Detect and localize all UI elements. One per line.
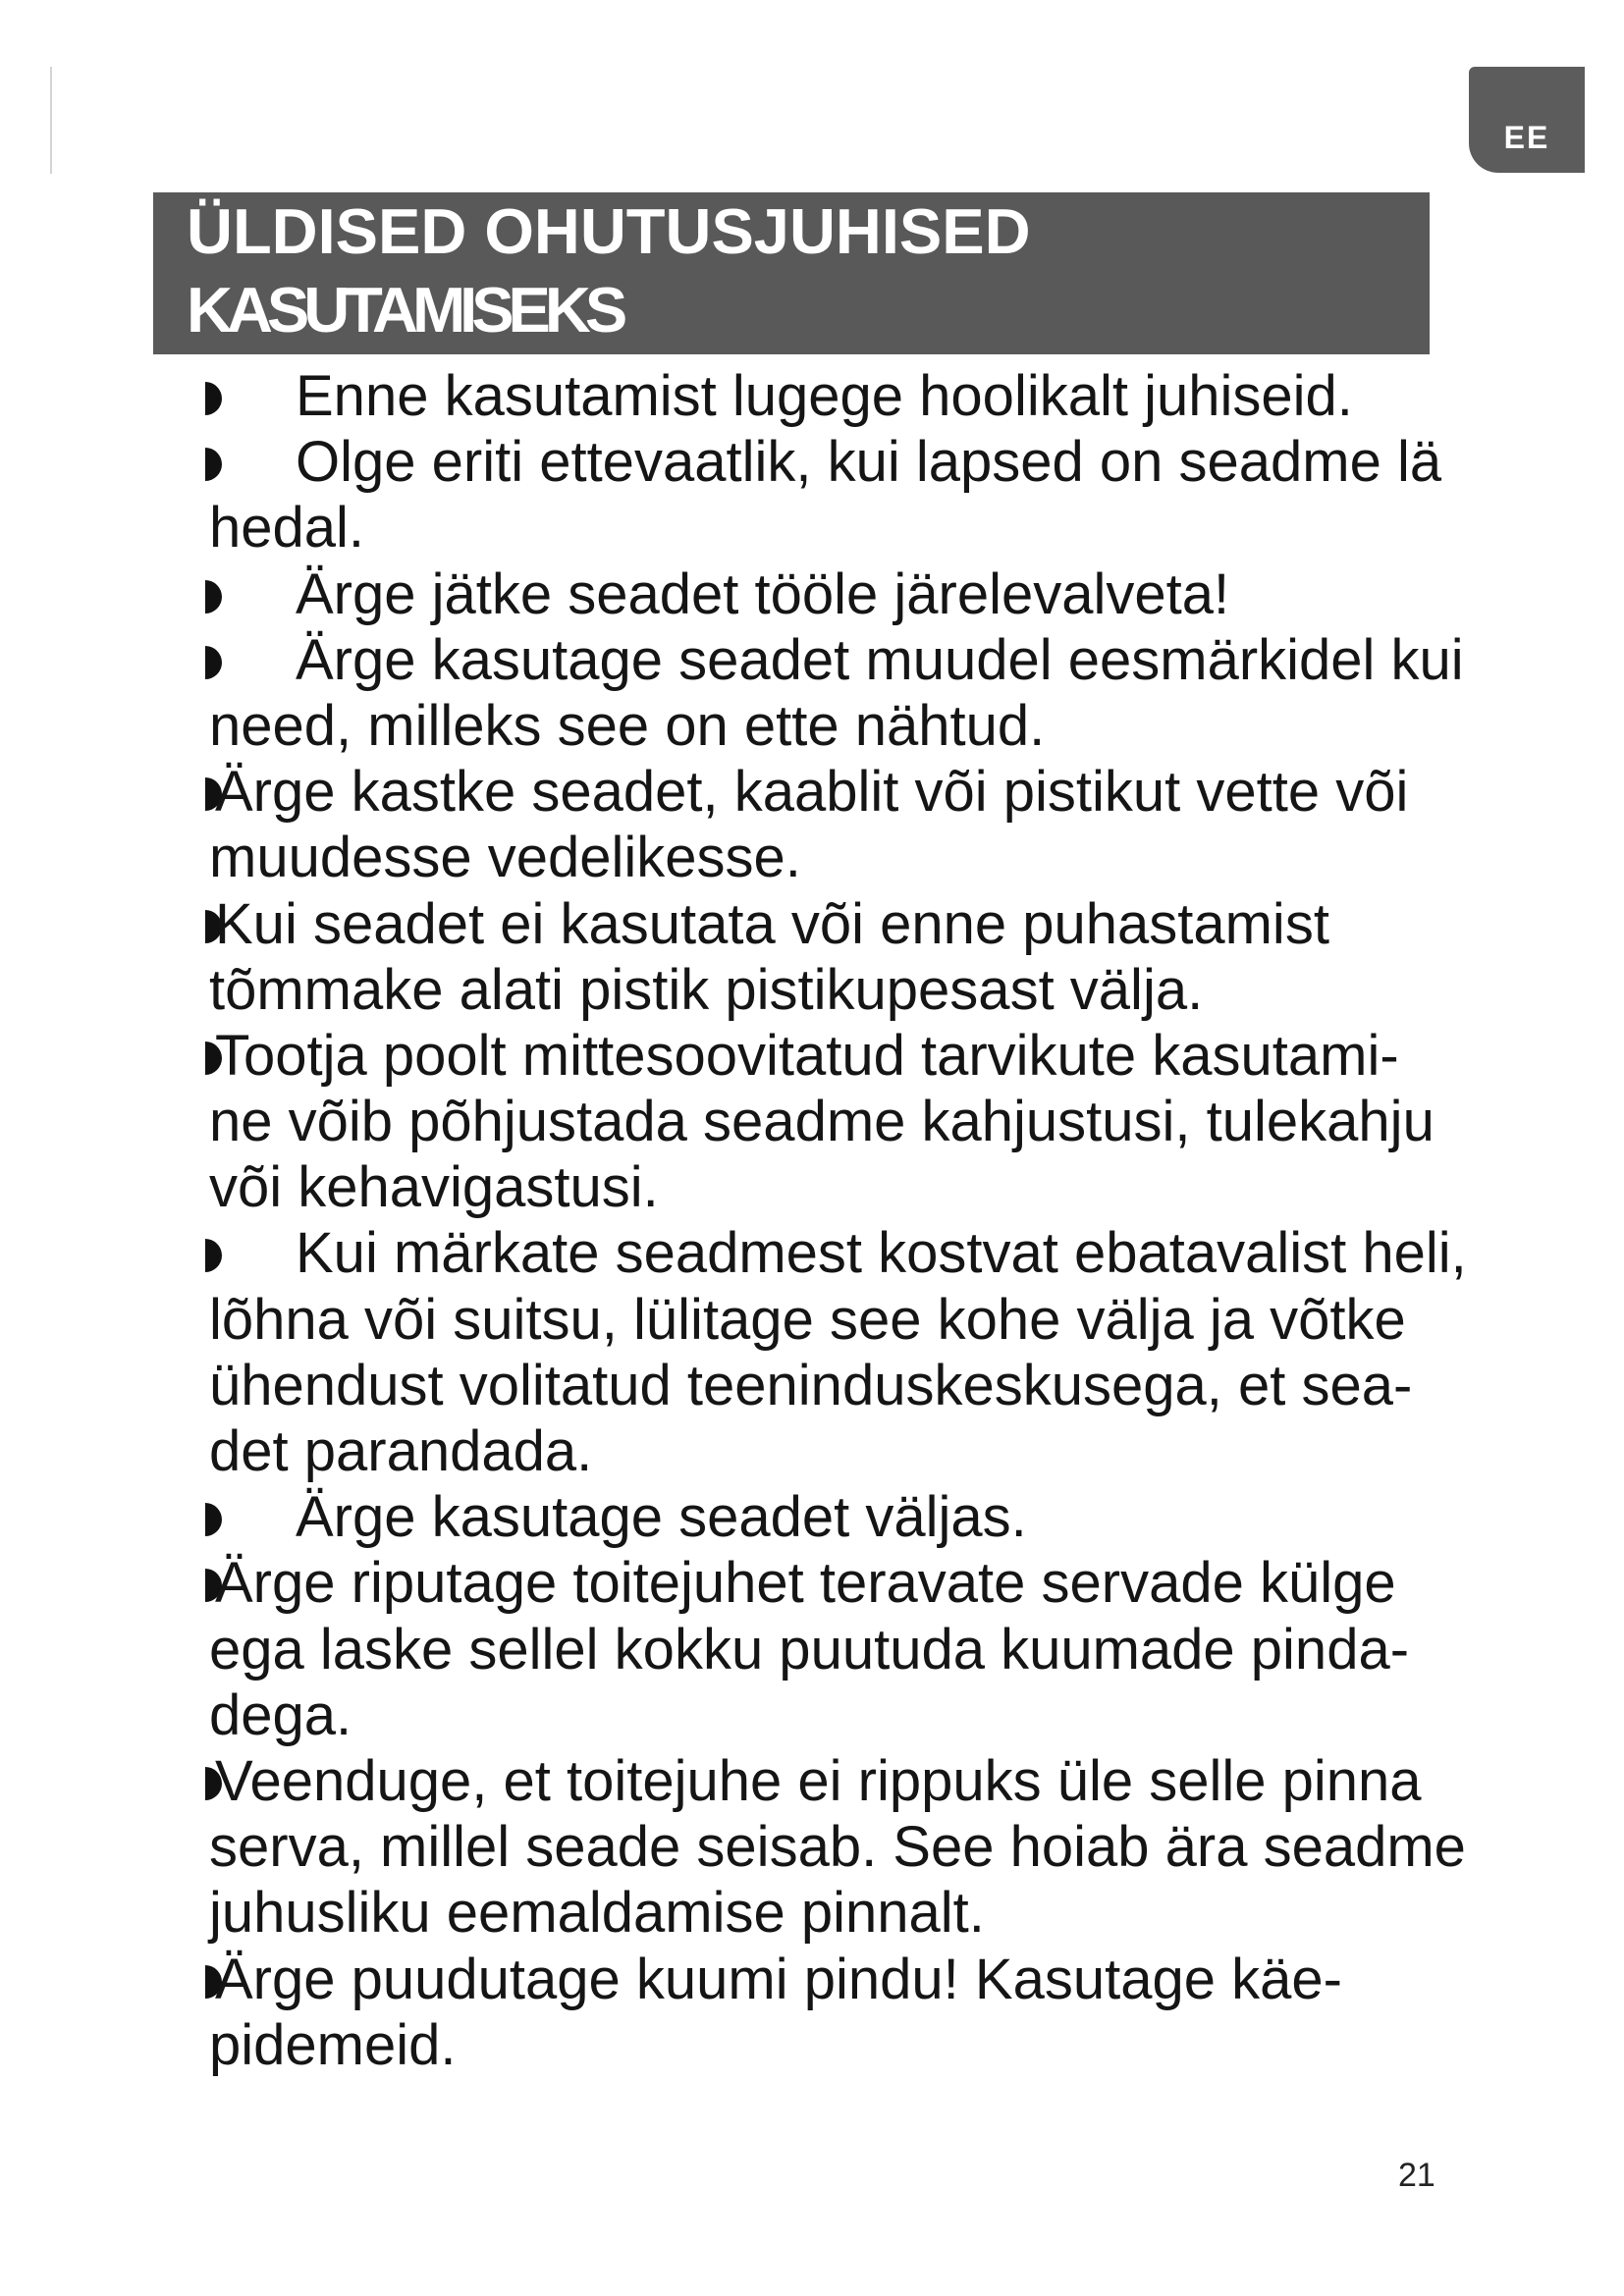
list-item-line: Ärge jätke seadet tööle järelevalveta! — [296, 561, 1230, 626]
language-tab — [1469, 67, 1585, 173]
section-header — [153, 192, 1430, 354]
page-number: 21 — [1398, 2157, 1435, 2194]
list-item-line: Kui seadet ei kasutata või enne puhastamist — [215, 891, 1329, 956]
list-item-line: Tootja poolt mittesoovitatud tarvikute kasutami- — [215, 1023, 1399, 1088]
list-item — [209, 759, 1564, 890]
list-item — [209, 363, 1564, 429]
list-item-line: juhusliku eemaldamise pinnalt. — [209, 1881, 985, 1946]
list-item-line: või kehavigastusi. — [209, 1155, 659, 1220]
safety-instructions-list — [209, 363, 1564, 2078]
list-item-line: pidemeid. — [209, 2012, 457, 2077]
section-title-line-2: KASUTAMISEKS — [187, 274, 623, 346]
list-item-line: Veenduge, et toitejuhe ei rippuks üle selle pinna — [215, 1748, 1422, 1813]
list-item-line: Ärge kasutage seadet väljas. — [296, 1485, 1027, 1550]
list-item — [209, 429, 1564, 561]
list-item — [209, 891, 1564, 1023]
list-item — [209, 1748, 1564, 1947]
list-item-line: det parandada. — [209, 1419, 593, 1483]
list-item-line: Kui märkate seadmest kostvat ebatavalist heli, — [296, 1221, 1467, 1286]
list-item-line: muudesse vedelikesse. — [209, 826, 801, 890]
language-tab-label: EE — [1503, 120, 1550, 155]
list-item — [209, 1220, 1564, 1484]
list-item-line: ne võib põhjustada seadme kahjustusi, tulekahju — [209, 1090, 1435, 1154]
list-item-line: Olge eriti ettevaatlik, kui lapsed on seadme lä — [296, 430, 1442, 495]
list-item-line: Ärge riputage toitejuhet teravate servade külge — [215, 1551, 1396, 1616]
list-item-line: Ärge kasutage seadet muudel eesmärkidel kui — [296, 627, 1464, 692]
list-item — [209, 1550, 1564, 1748]
list-item — [209, 1947, 1564, 2078]
list-item-line: ühendust volitatud teeninduskeskusega, et sea- — [209, 1353, 1413, 1417]
list-item-line: Ärge puudutage kuumi pindu! Kasutage käe- — [215, 1947, 1342, 2011]
list-item-line: hedal. — [209, 496, 365, 561]
list-item-line: serva, millel seade seisab. See hoiab ära seadme — [209, 1815, 1466, 1880]
list-item — [209, 561, 1564, 627]
list-item-line: lõhna või suitsu, lülitage see kohe välja ja võtke — [209, 1287, 1406, 1352]
margin-divider — [50, 67, 52, 174]
list-item-line: Enne kasutamist lugege hoolikalt juhiseid. — [296, 364, 1353, 428]
list-item-line: tõmmake alati pistik pistikupesast välja. — [209, 957, 1204, 1022]
list-item-line: ega laske sellel kokku puutuda kuumade pinda- — [209, 1617, 1410, 1682]
list-item — [209, 1484, 1564, 1550]
section-title-line-1: ÜLDISED OHUTUSJUHISED — [187, 195, 1031, 267]
list-item-line: Ärge kastke seadet, kaablit või pistikut vette või — [215, 760, 1409, 825]
list-item — [209, 627, 1564, 759]
list-item-line: dega. — [209, 1682, 352, 1747]
list-item — [209, 1023, 1564, 1221]
list-item-line: need, milleks see on ette nähtud. — [209, 693, 1046, 758]
